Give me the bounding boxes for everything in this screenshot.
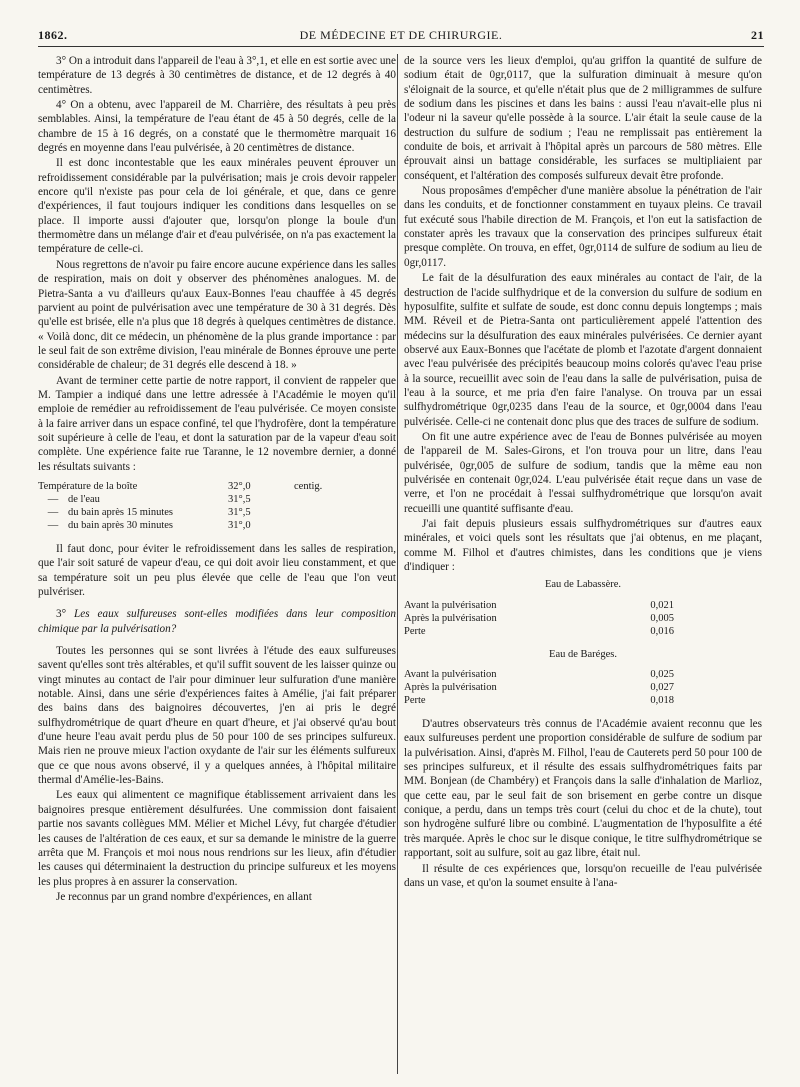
table-label: du bain après 15 minutes bbox=[68, 506, 173, 518]
table-row bbox=[38, 506, 322, 519]
ditto-dash: — bbox=[47, 506, 59, 518]
table-label: Perte bbox=[404, 695, 426, 707]
table-label: Température de la boîte bbox=[38, 480, 138, 492]
right-column bbox=[404, 54, 762, 1078]
paragraph: Nous proposâmes d'empêcher d'une manière absolue la pénétration de l'air dans les conduits, et de fonctionner constamment en tuyaux pleins. Ce travail fut exécuté sous l'habile direction de M. François, et l'on eut la satisfaction de constater après les travaux que la conservation des principes sulfureux était presque complète. On trouva, en effet, 0gr,0114 de sulfure de sodium au lieu de 0gr,0117. bbox=[404, 185, 762, 269]
paragraph: J'ai fait depuis plusieurs essais sulfhydrométriques sur d'autres eaux minérales, et voici quels sont les résultats que j'ai obtenus, en me plaçant, comme M. Filhol et d'autres chimistes, dans les conditions que je viens d'indiquer : bbox=[404, 518, 762, 574]
table-label: Avant la pulvérisation bbox=[404, 669, 497, 681]
table-value: 0,005 bbox=[650, 612, 674, 624]
header-year: 1862. bbox=[38, 28, 68, 42]
table-label: Après la pulvérisation bbox=[404, 682, 497, 694]
labassere-table bbox=[404, 599, 674, 638]
paragraph: Je reconnus par un grand nombre d'expériences, en allant bbox=[56, 890, 312, 903]
table-row bbox=[38, 519, 322, 532]
table-unit bbox=[288, 506, 322, 519]
paragraph: D'autres observateurs très connus de l'Académie avaient reconnu que les eaux sulfureuses perdent une proportion considérable de sulfure de sodium par la pulvérisation. Ainsi, d'après M. Filhol, l'eau de Cauterets perd 50 pour 100 de ses principes sulfureux, et il résulte des essais sulfhydrométriques faits par MM. Bonjean (de Chambéry) et François dans la salle d'inhalation de Marlioz, que cette eau, par le seul fait de son brisement en gerbe contre un disque conique, a perdu, dans un temps très court (celui du choc et de la chute), tout son hydrogène sulfuré libre ou combiné. L'augmentation de l'hyposulfite a été très marquée. Après le choc sur le disque conique, le titre sulfhydrométrique se rapportant, soit au sulfure, soit au gaz libre, était nul. bbox=[404, 718, 762, 860]
table-value: 0,025 bbox=[650, 669, 674, 681]
table-label: de l'eau bbox=[68, 493, 100, 505]
table-label: Perte bbox=[404, 625, 426, 637]
table-unit: centig. bbox=[294, 480, 323, 492]
paragraph: 4° On a obtenu, avec l'appareil de M. Charrière, des résultats à peu près semblables. Ainsi, la température de l'eau étant de 45 à 50 degrés, celle de la chambre de 15 à 16 degrés, on a constaté que le thermomètre marquait 16 degrés en moyenne dans l'eau pulvérisée, à 20 centimètres de distance. bbox=[38, 99, 396, 155]
ditto-dash: — bbox=[47, 493, 59, 505]
paragraph: Avant de terminer cette partie de notre rapport, il convient de rappeler que M. Tampier a indiqué dans une lettre adressée à l'Académie le moyen qu'il emploie de remédier au refroidissement de l'eau pulvérisée. Ce moyen consiste à la faire arriver dans un espace confiné, tel que l'hydrofère, dont la température soit supérieure à celle de l'eau, et dont la saturation par de la vapeur d'eau soit complète. Une expérience faite rue Taranne, le 12 novembre dernier, a donné les résultats suivants : bbox=[38, 374, 396, 473]
ditto-dash: — bbox=[47, 519, 59, 531]
table-value: 0,021 bbox=[650, 599, 674, 611]
table-label: Avant la pulvérisation bbox=[404, 599, 497, 611]
table-value: 0,018 bbox=[650, 695, 674, 707]
table-row bbox=[38, 480, 322, 493]
table-row bbox=[404, 625, 674, 638]
column-divider bbox=[397, 54, 398, 1074]
table-value: 31°,5 bbox=[228, 506, 251, 518]
table-unit bbox=[288, 519, 322, 532]
section-number: 3° bbox=[56, 608, 67, 621]
paragraph: Toutes les personnes qui se sont livrées à l'étude des eaux sulfureuses savent qu'elles sont très altérables, et qu'il suffit souvent de les laisser quinze ou vingt minutes au contact de l'air pour diminuer leur sulfuration d'une manière notable. Ainsi, dans une série d'expériences faites à Amélie, j'ai fait préparer des bains dans des baignoires découvertes, j'en ai pris le degré sulfhydrométrique de quart d'heure en quart d'heure, et j'ai observé qu'au bout d'une heure l'eau avait perdu plus de 50 pour 100 de ses principes sulfureux. Mais rien ne prouve mieux l'action oxydante de l'air sur les éléments sulfureux que ce que nous avons observé, il y a quelques années, à l'hôpital militaire thermal d'Amélie-les-Bains. bbox=[38, 645, 396, 787]
table-value: 0,027 bbox=[650, 682, 674, 694]
paragraph: Il faut donc, pour éviter le refroidissement dans les salles de respiration, que l'air soit saturé de vapeur d'eau, ce qui doit avoir lieu constamment, et que sa température soit un peu plus élevée que celle de l'eau que l'on veut pulvériser. bbox=[38, 542, 396, 598]
paragraph: de la source vers les lieux d'emploi, qu'au griffon la quantité de sulfure de sodium était de 0gr,0117, que la sulfuration diminuait à mesure qu'on s'éloignait de la source, et qu'elle n'était plus que de 2 milligrammes de sulfure de sodium dans les piscines et dans les bains : aussi l'eau n'avait-elle plus ni l'odeur ni la saveur qu'elle possède à la source. L'air était la seule cause de la destruction du sulfure de sodium ; l'eau ne remplissait pas entièrement la conduite de bois, et arrivait à l'hôpital après un parcours de 580 mètres. Elle éprouvait ainsi un battage considérable, les surfaces se multipliaient par conséquent, et l'altération des composés sulfureux devait être profonde. bbox=[404, 55, 762, 182]
table-caption: Eau de Labassère. bbox=[544, 579, 622, 591]
running-header bbox=[38, 28, 764, 46]
table-row bbox=[404, 599, 674, 612]
table-value: 32°,0 bbox=[228, 480, 251, 492]
table-value: 0,016 bbox=[650, 625, 674, 637]
paragraph: On fit une autre expérience avec de l'eau de Bonnes pulvérisée au moyen de l'appareil de M. Sales-Girons, et l'on trouva pour un litre, dans l'eau pulvérisée, 0gr,005 de sulfure de sodium, tandis que la même eau non pulvérisée en contenait 0gr,024. L'eau pulvérisée était reçue dans un vase de verre, et l'on ne procédait à l'essai sulfhydrométrique que lorsqu'on avait recueilli une quantité suffisante d'eau. bbox=[404, 430, 762, 515]
paragraph: Nous regrettons de n'avoir pu faire encore aucune expérience dans les salles de respiration, mais on doit y observer des phénomènes analogues. M. de Pietra-Santa a vu d'ailleurs qu'aux Eaux-Bonnes l'eau chauffée à 45 degrés parvient au point de pulvérisation avec une température de 30 à 31 degrés. Dès qu'elle est brisée, elle n'a plus que 18 degrés à quelques centimètres de distance. « Voilà donc, dit ce médecin, un phénomène de la plus grande importance : par le seul fait de son extrême division, l'eau minérale de Bonnes éprouve une perte considérable de chaleur; de 31 degrés elle descend à 18. » bbox=[38, 258, 396, 372]
paragraph: 3° On a introduit dans l'appareil de l'eau à 3°,1, et elle en est sortie avec une température de 13 degrés à 30 centimètres de distance, et de 12 degrés à 40 centimètres. bbox=[38, 55, 396, 96]
section-title: Les eaux sulfureuses sont-elles modifiées dans leur composition chimique par la pulvérisation? bbox=[38, 608, 396, 635]
paragraph: Le fait de la désulfuration des eaux minérales au contact de l'air, de la destruction de l'acide sulfhydrique et de la conversion du sulfure de sodium en hyposulfite, sulfite et sulfate de soude, est donc connu depuis longtemps ; mais MM. Réveil et de Pietra-Santa ont particulièrement appelé l'attention des médecins sur la désulfuration des eaux minérales pulvérisées. Ce dernier ayant observé aux Eaux-Bonnes que l'acétate de plomb et l'azotate d'argent donnaient avec l'eau pulvérisée des précipités beaucoup moins colorés qu'avec l'eau prise à la source, recueillit avec soin de l'eau dans la salle de pulvérisation, puisa de l'eau à la source, et me pria d'en faire l'analyse. On trouva par un essai sulfhydrométrique 0gr,0235 dans l'eau de la source, et 0gr,0004 dans l'eau pulvérisée. Celle-ci ne contenait donc plus que des traces de sulfure de sodium. bbox=[404, 272, 762, 428]
paragraph: Les eaux qui alimentent ce magnifique établissement arrivaient dans les baignoires presque entièrement désulfurées. Une commission dont faisaient partie nos savants collègues MM. Mélier et Michel Lévy, fut chargée d'étudier les causes de l'altération de ces eaux, et sur sa demande le ministre de la guerre arrêta que M. François et moi nous nous rendrions sur les lieux, afin d'étudier les causes qui déterminaient la destruction du principe sulfureux et les moyens les plus propres à en assurer la conservation. bbox=[38, 789, 396, 888]
header-title: DE MÉDECINE ET DE CHIRURGIE. bbox=[299, 28, 503, 42]
bareges-table bbox=[404, 668, 674, 707]
table-row bbox=[404, 668, 674, 681]
table-label: du bain après 30 minutes bbox=[68, 519, 173, 531]
table-row bbox=[404, 612, 674, 625]
paragraph: Il résulte de ces expériences que, lorsqu'on recueille de l'eau pulvérisée dans un vase, et qu'on la soumet ensuite à l'ana- bbox=[404, 862, 762, 889]
table-row bbox=[404, 694, 674, 707]
table-unit bbox=[288, 493, 322, 506]
left-column bbox=[38, 54, 396, 1078]
section-heading bbox=[38, 607, 396, 636]
paragraph: Il est donc incontestable que les eaux minérales peuvent éprouver un refroidissement considérable par la pulvérisation; mais je crois devoir rappeler encore qu'il n'existe pas pour cela de loi générale, et que, dans ce genre d'expériences, il faut toujours indiquer les conditions dans lesquelles on se place. Il importe aussi d'ajouter que, lorsqu'on plonge la boule d'un thermomètre dans un mélange d'air et d'eau pulvérisée, on n'a pas exactement la température de celle-ci. bbox=[38, 157, 396, 256]
table-row bbox=[38, 493, 322, 506]
table-row bbox=[404, 681, 674, 694]
temperature-table bbox=[38, 480, 322, 532]
table-caption: Eau de Baréges. bbox=[549, 648, 617, 660]
header-rule bbox=[38, 46, 764, 47]
table-value: 31°,0 bbox=[228, 519, 251, 531]
table-value: 31°,5 bbox=[228, 493, 251, 505]
table-label: Après la pulvérisation bbox=[404, 612, 497, 624]
page-number: 21 bbox=[751, 28, 764, 42]
